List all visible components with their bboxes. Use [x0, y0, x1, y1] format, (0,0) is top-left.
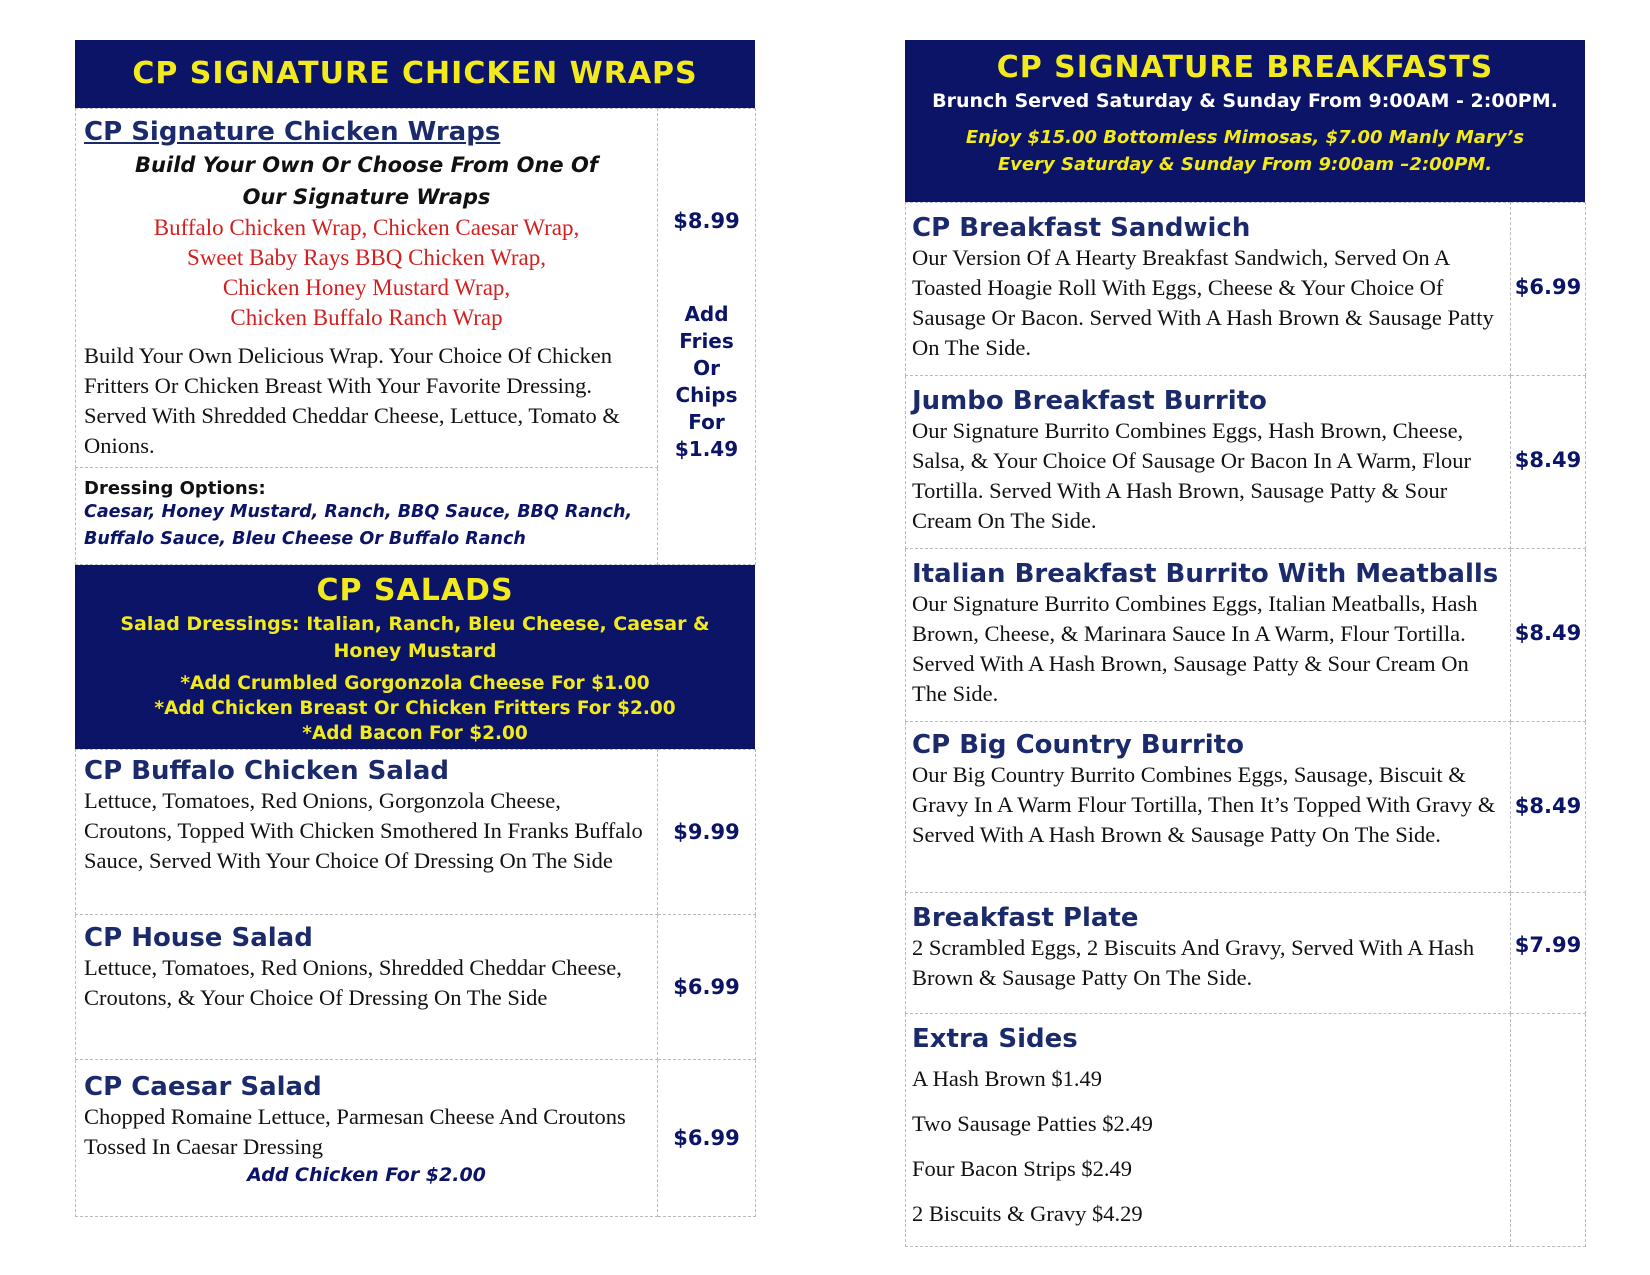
salads-header-title: CP SALADS [316, 573, 514, 608]
extra-side-item: A Hash Brown $1.49 [912, 1066, 1102, 1091]
breakfast-price: $8.49 [1511, 722, 1586, 893]
breakfast-price: $6.99 [1511, 203, 1586, 376]
breakfast-price: $8.49 [1511, 549, 1586, 722]
breakfasts-header-title: CP SIGNATURE BREAKFASTS [996, 50, 1494, 85]
mimosa-line-2: Every Saturday & Sunday From 9:00am –2:00PM. [997, 154, 1493, 175]
dressing-options [76, 468, 658, 565]
breakfast-item [906, 549, 1511, 722]
breakfast-description: Our Signature Burrito Combines Eggs, Italian Meatballs, Hash Brown, Cheese, & Marinara Sauce In A Warm, Flour Tortilla. Served With A Hash Brown, Sausage Patty & Sour Cream On The Side. [912, 591, 1478, 706]
extra-sides [906, 1014, 1511, 1247]
salad-name: CP Buffalo Chicken Salad [84, 756, 449, 786]
wraps-table [75, 108, 756, 565]
left-column [75, 40, 755, 1217]
salads-table [75, 749, 756, 1217]
salad-note: Add Chicken For $2.00 [247, 1164, 486, 1186]
salad-price: $6.99 [658, 915, 756, 1060]
wraps-price: $8.99 [673, 209, 740, 233]
breakfast-description: Our Big Country Burrito Combines Eggs, Sausage, Biscuit & Gravy In A Warm Flour Tortilla, Then It’s Topped With Gravy & Served With A Hash Brown & Sausage Patty On The Side. [912, 762, 1496, 847]
addon-word: For [688, 410, 725, 434]
breakfast-name: Jumbo Breakfast Burrito [912, 386, 1267, 416]
salad-description: Lettuce, Tomatoes, Red Onions, Shredded Cheddar Cheese, Croutons, & Your Choice Of Dressing On The Side [84, 955, 622, 1010]
wraps-addon [658, 301, 755, 463]
breakfast-description: 2 Scrambled Eggs, 2 Biscuits And Gravy, Served With A Hash Brown & Sausage Patty On The Side. [912, 935, 1475, 990]
extra-side-item: Four Bacon Strips $2.49 [912, 1156, 1133, 1181]
salad-description: Lettuce, Tomatoes, Red Onions, Gorgonzola Cheese, Croutons, Topped With Chicken Smothered In Franks Buffalo Sauce, Served With Your Choice Of Dressing On The Side [84, 788, 643, 873]
breakfast-name: Italian Breakfast Burrito With Meatballs [912, 559, 1499, 589]
breakfast-item [906, 203, 1511, 376]
breakfast-name: CP Breakfast Sandwich [912, 213, 1251, 243]
breakfast-price: $7.99 [1511, 893, 1586, 1014]
addon-word: Chips [675, 383, 738, 407]
addon-word: Or [693, 356, 720, 380]
breakfasts-table [905, 202, 1586, 1247]
extra-sides-title: Extra Sides [912, 1024, 1078, 1054]
wraps-option: Buffalo Chicken Wrap, Chicken Caesar Wrap, [153, 215, 580, 240]
wraps-build-line-2: Our Signature Wraps [242, 185, 491, 209]
breakfast-item [906, 722, 1511, 893]
salad-item [76, 1060, 658, 1217]
dressing-line-2: Buffalo Sauce, Bleu Cheese Or Buffalo Ranch [84, 529, 526, 549]
breakfast-description: Our Signature Burrito Combines Eggs, Hash Brown, Cheese, Salsa, & Your Choice Of Sausage Or Bacon In A Warm, Flour Tortilla. Served With A Hash Brown, Sausage Patty & Sour Cream On The Side. [912, 418, 1471, 533]
salads-header [75, 565, 755, 749]
right-column [905, 40, 1585, 1247]
mimosa-line-1: Enjoy $15.00 Bottomless Mimosas, $7.00 Manly Mary’s [965, 127, 1525, 148]
salad-description: Chopped Romaine Lettuce, Parmesan Cheese And Croutons Tossed In Caesar Dressing [84, 1104, 626, 1159]
wraps-price-cell [658, 109, 756, 565]
addon-word: Add [684, 302, 729, 326]
brunch-hours: Brunch Served Saturday & Sunday From 9:00AM - 2:00PM. [932, 90, 1558, 112]
salad-addon-1: *Add Crumbled Gorgonzola Cheese For $1.00 [180, 673, 650, 694]
wraps-header [75, 40, 755, 108]
wraps-build-line-1: Build Your Own Or Choose From One Of [135, 153, 598, 177]
wraps-option: Sweet Baby Rays BBQ Chicken Wrap, [187, 245, 546, 270]
wraps-option: Chicken Honey Mustard Wrap, [222, 275, 511, 300]
wraps-options [84, 213, 649, 333]
extra-side-item: Two Sausage Patties $2.49 [912, 1111, 1153, 1136]
addon-word: $1.49 [674, 437, 739, 461]
extra-sides-price-cell [1511, 1014, 1586, 1247]
salad-dressings-line-1: Salad Dressings: Italian, Ranch, Bleu Cheese, Caesar & [120, 613, 710, 635]
extra-side-item: 2 Biscuits & Gravy $4.29 [912, 1201, 1143, 1226]
salad-item [76, 750, 658, 915]
wraps-option: Chicken Buffalo Ranch Wrap [230, 305, 503, 330]
wraps-item [76, 109, 658, 468]
wraps-header-title: CP SIGNATURE CHICKEN WRAPS [132, 56, 698, 91]
salad-price: $6.99 [658, 1060, 756, 1217]
dressing-label: Dressing Options: [84, 478, 266, 499]
salad-item [76, 915, 658, 1060]
breakfast-name: Breakfast Plate [912, 903, 1139, 933]
breakfast-item [906, 376, 1511, 549]
breakfasts-header [905, 40, 1585, 202]
salad-name: CP House Salad [84, 923, 313, 953]
dressing-line-1: Caesar, Honey Mustard, Ranch, BBQ Sauce, BBQ Ranch, [84, 502, 633, 522]
salad-price: $9.99 [658, 750, 756, 915]
breakfast-item [906, 893, 1511, 1014]
salad-addon-2: *Add Chicken Breast Or Chicken Fritters For $2.00 [154, 698, 676, 719]
breakfast-price: $8.49 [1511, 376, 1586, 549]
breakfast-description: Our Version Of A Hearty Breakfast Sandwich, Served On A Toasted Hoagie Roll With Eggs, Cheese & Your Choice Of Sausage Or Bacon. Served With A Hash Brown & Sausage Patty On The Side. [912, 245, 1494, 360]
salad-addon-3: *Add Bacon For $2.00 [302, 723, 528, 744]
salad-name: CP Caesar Salad [84, 1072, 322, 1102]
wraps-item-title: CP Signature Chicken Wraps [84, 117, 501, 147]
breakfast-name: CP Big Country Burrito [912, 730, 1244, 760]
salad-dressings-line-2: Honey Mustard [333, 640, 497, 662]
wraps-description: Build Your Own Delicious Wrap. Your Choice Of Chicken Fritters Or Chicken Breast With Your Favorite Dressing. Served With Shredded Cheddar Cheese, Lettuce, Tomato & Onions. [84, 343, 620, 458]
addon-word: Fries [679, 329, 734, 353]
